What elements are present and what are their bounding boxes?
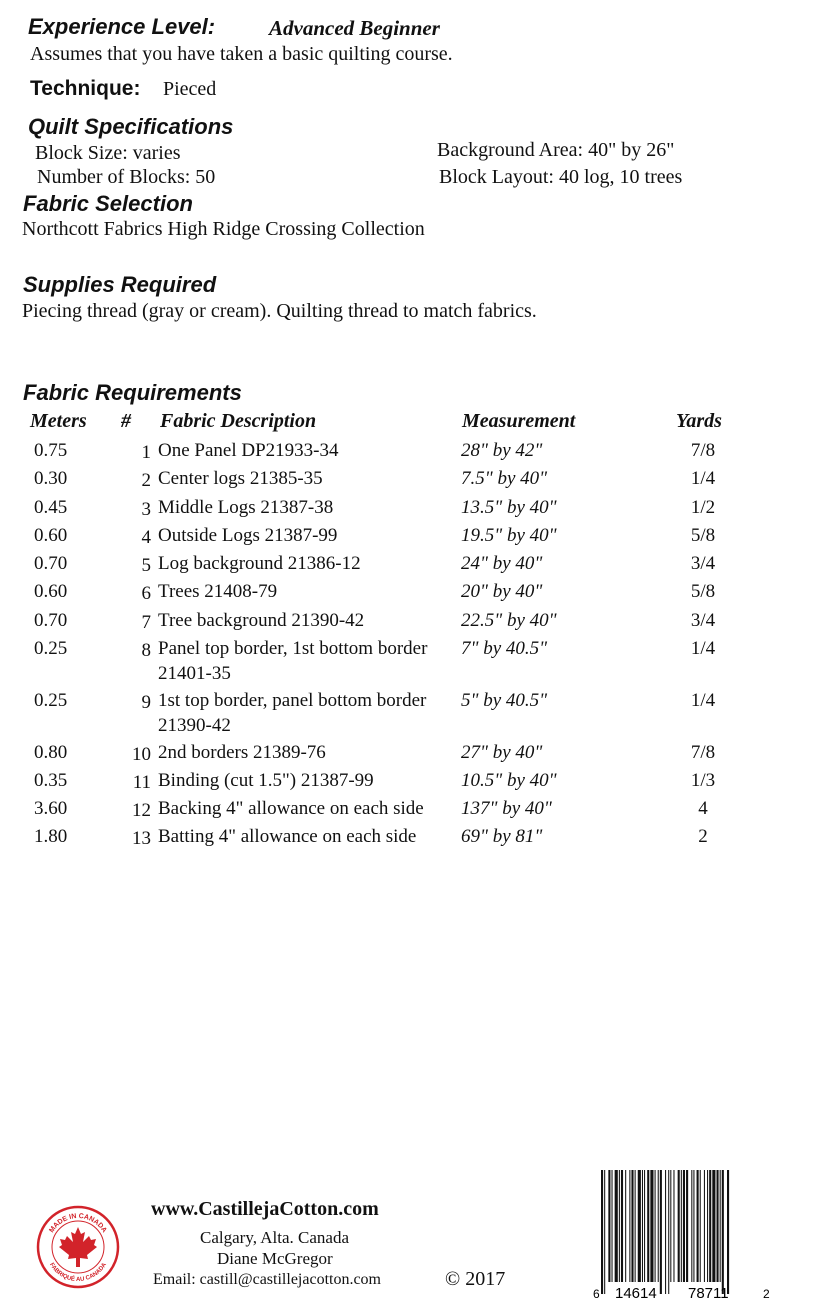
barcode-bar: [631, 1170, 633, 1282]
row-description: One Panel DP21933-34: [158, 440, 339, 461]
row-yards: 7/8: [690, 440, 716, 461]
row-measurement: 10.5" by 40": [461, 770, 557, 791]
barcode-bar: [619, 1170, 620, 1282]
row-description: Trees 21408-79: [158, 581, 278, 602]
fabric-selection-text: Northcott Fabrics High Ridge Crossing Collection: [22, 218, 425, 240]
barcode-bar: [697, 1170, 699, 1282]
col-number: #: [121, 410, 131, 432]
row-yards: 4: [698, 798, 708, 819]
row-number: 9: [141, 692, 151, 713]
barcode-bar: [629, 1170, 630, 1282]
row-number: 5: [141, 555, 151, 576]
row-yards: 5/8: [690, 581, 716, 602]
table-row: [0, 690, 839, 736]
row-meters: 0.25: [34, 638, 68, 659]
row-description: Center logs 21385-35: [158, 468, 323, 489]
row-number: 12: [132, 800, 151, 821]
spec-block-size: Block Size: varies: [35, 142, 181, 164]
row-description: Batting 4" allowance on each side: [158, 826, 417, 847]
row-meters: 0.70: [34, 553, 68, 574]
barcode-bar: [693, 1170, 694, 1282]
row-meters: 0.25: [34, 690, 68, 711]
barcode-bar: [691, 1170, 692, 1282]
barcode-bar: [601, 1170, 603, 1294]
col-description: Fabric Description: [160, 410, 317, 432]
footer-website[interactable]: www.CastillejaCotton.com: [151, 1198, 379, 1220]
barcode-bar: [658, 1170, 659, 1282]
row-yards: 3/4: [690, 610, 716, 631]
barcode-bar: [720, 1170, 721, 1282]
supplies-heading: Supplies Required: [23, 272, 217, 297]
row-meters: 0.75: [34, 440, 68, 461]
row-measurement: 20" by 40": [461, 581, 543, 602]
spec-background-area: Background Area: 40" by 26": [437, 139, 675, 161]
row-yards: 1/4: [690, 690, 716, 711]
barcode-bar: [704, 1170, 705, 1282]
barcode-bar: [625, 1170, 626, 1282]
table-row: [0, 610, 839, 638]
barcode-bar: [604, 1170, 605, 1294]
row-measurement: 24" by 40": [461, 553, 543, 574]
row-description: Backing 4" allowance on each side: [158, 798, 424, 819]
table-row: [0, 742, 839, 770]
row-number: 11: [132, 772, 151, 793]
row-measurement: 28" by 42": [461, 440, 543, 461]
row-measurement: 13.5" by 40": [461, 497, 557, 518]
seal-top-text: MADE IN CANADA: [48, 1212, 108, 1235]
specs-heading: Quilt Specifications: [28, 114, 234, 139]
barcode-left-digit: 6: [593, 1287, 600, 1300]
row-meters: 0.45: [34, 497, 68, 518]
row-description-line2: 21401-35: [158, 663, 231, 684]
maple-leaf-icon: [59, 1227, 97, 1267]
barcode-bar: [681, 1170, 682, 1282]
footer-copyright: © 2017: [445, 1268, 506, 1290]
barcode-group-1: 14614: [615, 1285, 657, 1300]
row-description-line2: 21390-42: [158, 715, 231, 736]
row-measurement: 7" by 40.5": [461, 638, 548, 659]
table-row: [0, 553, 839, 581]
row-measurement: 7.5" by 40": [461, 468, 548, 489]
row-yards: 7/8: [690, 742, 716, 763]
row-number: 7: [141, 612, 151, 633]
row-yards: 1/4: [690, 638, 716, 659]
supplies-text: Piecing thread (gray or cream). Quilting thread to match fabrics.: [22, 300, 537, 322]
row-description: Tree background 21390-42: [158, 610, 365, 631]
barcode-bar: [638, 1170, 641, 1282]
barcode-bar: [709, 1170, 711, 1282]
requirements-heading: Fabric Requirements: [23, 380, 242, 405]
footer-city: Calgary, Alta. Canada: [200, 1228, 350, 1247]
row-measurement: 5" by 40.5": [461, 690, 548, 711]
col-yards: Yards: [676, 410, 722, 432]
row-description: Binding (cut 1.5") 21387-99: [158, 770, 374, 791]
table-row: [0, 497, 839, 525]
table-row: [0, 525, 839, 553]
col-meters: Meters: [30, 410, 87, 432]
col-measurement: Measurement: [462, 410, 576, 432]
barcode-bar: [722, 1170, 724, 1294]
barcode-bar: [668, 1170, 669, 1294]
barcode-bar: [686, 1170, 688, 1282]
barcode-bar: [727, 1170, 729, 1294]
row-number: 2: [141, 470, 151, 491]
made-in-canada-seal: [36, 1205, 120, 1289]
row-number: 1: [141, 442, 151, 463]
row-meters: 0.60: [34, 525, 68, 546]
barcode-bar: [707, 1170, 708, 1282]
seal-bottom-text: FABRIQUÉ AU CANADA: [48, 1262, 108, 1284]
row-meters: 0.70: [34, 610, 68, 631]
row-description: 2nd borders 21389-76: [158, 742, 326, 763]
row-number: 10: [132, 744, 151, 765]
barcode-bar: [635, 1170, 636, 1282]
row-description: 1st top border, panel bottom border: [158, 690, 427, 711]
barcode-bar: [621, 1170, 623, 1282]
barcode-bar: [678, 1170, 680, 1282]
table-row: [0, 581, 839, 609]
table-row: [0, 440, 839, 468]
barcode-bar: [717, 1170, 719, 1282]
barcode-bar: [642, 1170, 643, 1282]
footer-designer: Diane McGregor: [217, 1249, 333, 1268]
barcode-bar: [683, 1170, 685, 1282]
barcode-bar: [665, 1170, 666, 1294]
technique-value: Pieced: [163, 78, 217, 100]
barcode-bar: [660, 1170, 662, 1294]
spec-block-layout: Block Layout: 40 log, 10 trees: [439, 166, 683, 188]
experience-label: Experience Level:: [28, 14, 216, 39]
barcode-bar: [612, 1170, 613, 1282]
barcode-bar: [644, 1170, 645, 1282]
technique-label: Technique:: [30, 77, 141, 100]
experience-value: Advanced Beginner: [269, 16, 440, 40]
row-measurement: 137" by 40": [461, 798, 552, 819]
experience-note: Assumes that you have taken a basic quilting course.: [30, 43, 453, 65]
barcode-bar: [650, 1170, 653, 1282]
barcode-group-2: 78711: [688, 1285, 729, 1300]
row-meters: 0.60: [34, 581, 68, 602]
table-row: [0, 826, 839, 854]
table-row: [0, 638, 839, 684]
row-description: Outside Logs 21387-99: [158, 525, 338, 546]
row-description: Middle Logs 21387-38: [158, 497, 334, 518]
fabric-selection-heading: Fabric Selection: [23, 191, 193, 216]
row-meters: 0.80: [34, 742, 68, 763]
row-number: 8: [141, 640, 151, 661]
barcode-bar: [615, 1170, 618, 1282]
barcode-bar: [673, 1170, 674, 1282]
row-meters: 1.80: [34, 826, 68, 847]
row-number: 13: [132, 828, 151, 849]
row-number: 3: [141, 499, 151, 520]
row-measurement: 22.5" by 40": [461, 610, 557, 631]
row-meters: 0.30: [34, 468, 68, 489]
spec-num-blocks: Number of Blocks: 50: [37, 166, 216, 188]
row-yards: 5/8: [690, 525, 716, 546]
row-measurement: 69" by 81": [461, 826, 543, 847]
upc-barcode: [591, 1170, 773, 1300]
footer-email[interactable]: Email: castill@castillejacotton.com: [153, 1271, 381, 1288]
row-description: Log background 21386-12: [158, 553, 361, 574]
row-yards: 2: [698, 826, 708, 847]
row-measurement: 27" by 40": [461, 742, 543, 763]
row-yards: 1/3: [690, 770, 716, 791]
row-description: Panel top border, 1st bottom border: [158, 638, 428, 659]
barcode-bar: [670, 1170, 671, 1282]
row-meters: 0.35: [34, 770, 68, 791]
table-row: [0, 798, 839, 826]
row-yards: 1/4: [690, 468, 716, 489]
row-measurement: 19.5" by 40": [461, 525, 557, 546]
barcode-bar: [608, 1170, 610, 1282]
barcode-bar: [712, 1170, 715, 1282]
barcode-bar: [647, 1170, 649, 1282]
row-number: 4: [141, 527, 151, 548]
barcode-bar: [700, 1170, 701, 1282]
barcode-bar: [655, 1170, 656, 1282]
row-meters: 3.60: [34, 798, 68, 819]
barcode-right-digit: 2: [763, 1287, 770, 1300]
table-row: [0, 770, 839, 798]
row-yards: 1/2: [690, 497, 716, 518]
row-yards: 3/4: [690, 553, 716, 574]
table-row: [0, 468, 839, 496]
row-number: 6: [141, 583, 151, 604]
